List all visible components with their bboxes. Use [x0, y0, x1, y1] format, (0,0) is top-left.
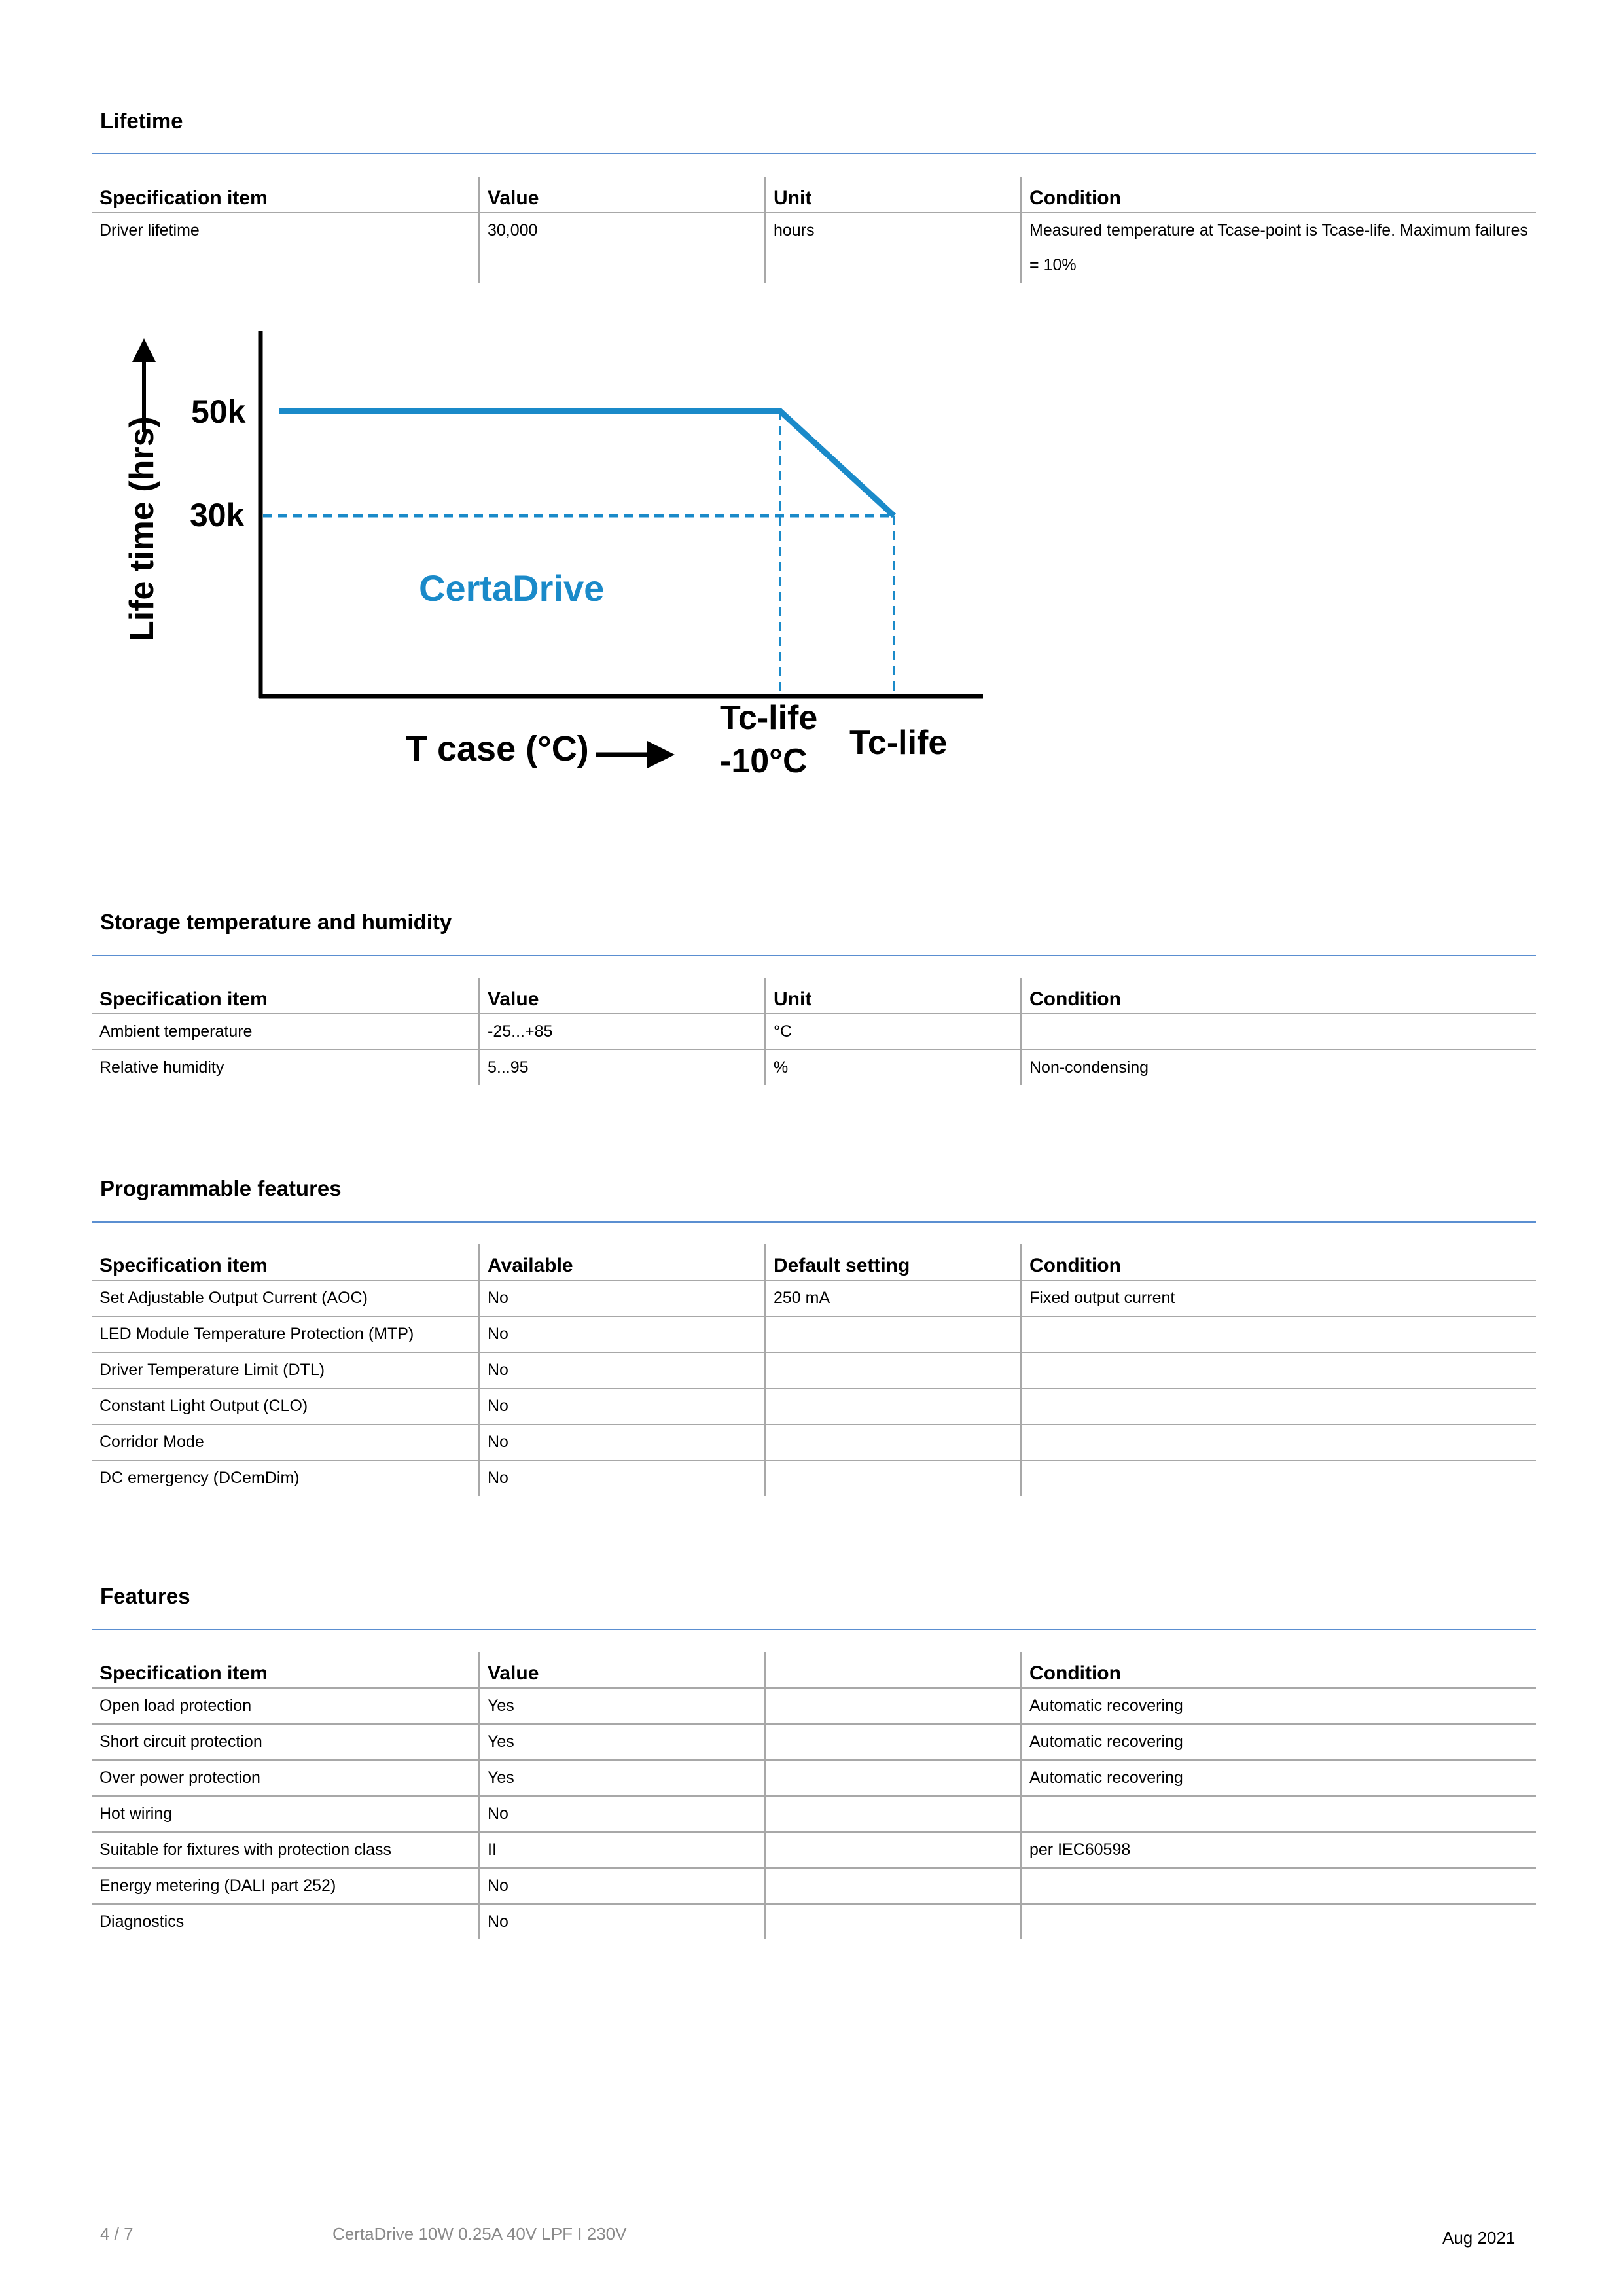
table-row	[92, 1796, 1536, 1832]
header-specification-item: Specification item	[92, 1652, 479, 1688]
table-row	[92, 1352, 1536, 1388]
cell-empty	[765, 1724, 1021, 1760]
cell-condition: Non-condensing	[1021, 1050, 1536, 1085]
y-tick-30k: 30k	[190, 497, 245, 533]
cell-condition	[1021, 1868, 1536, 1904]
cell-value: 30,000	[479, 213, 765, 283]
header-condition: Condition	[1021, 177, 1536, 213]
x-tick-tc-life: Tc-life	[849, 724, 948, 762]
cell-item: Open load protection	[92, 1688, 479, 1724]
lifetime-title: Lifetime	[100, 109, 183, 133]
cell-empty	[765, 1868, 1021, 1904]
cell-item: Driver Temperature Limit (DTL)	[92, 1352, 479, 1388]
table-row	[92, 1724, 1536, 1760]
cell-condition	[1021, 1424, 1536, 1460]
header-specification-item: Specification item	[92, 978, 479, 1014]
storage-table	[92, 978, 1536, 1085]
cell-condition: Automatic recovering	[1021, 1688, 1536, 1724]
cell-available: No	[479, 1352, 765, 1388]
cell-default	[765, 1460, 1021, 1496]
cell-default	[765, 1352, 1021, 1388]
cell-available: No	[479, 1460, 765, 1496]
table-row	[92, 1424, 1536, 1460]
lifetime-chart	[118, 321, 995, 805]
table-row	[92, 1316, 1536, 1352]
cell-item: Ambient temperature	[92, 1014, 479, 1050]
features-title: Features	[100, 1584, 190, 1608]
cell-value: II	[479, 1832, 765, 1868]
cell-value: Yes	[479, 1688, 765, 1724]
programmable-rule	[92, 1221, 1536, 1223]
cell-available: No	[479, 1316, 765, 1352]
cell-item: DC emergency (DCemDim)	[99, 1469, 300, 1487]
header-value: Value	[479, 177, 765, 213]
cell-item: Set Adjustable Output Current (AOC)	[92, 1280, 479, 1316]
table-row	[92, 1868, 1536, 1904]
series-line-lifetime	[279, 411, 894, 516]
cell-empty	[765, 1832, 1021, 1868]
storage-rule	[92, 955, 1536, 956]
storage-title: Storage temperature and humidity	[100, 910, 452, 934]
table-row	[92, 213, 1536, 283]
table-row	[92, 1388, 1536, 1424]
table-row	[92, 1050, 1536, 1085]
cell-condition: Automatic recovering	[1021, 1724, 1536, 1760]
cell-item: Energy metering (DALI part 252)	[92, 1868, 479, 1904]
cell-condition: Measured temperature at Tcase-point is Tcase-life. Maximum failures = 10%	[1021, 213, 1536, 283]
cell-value: No	[479, 1904, 765, 1939]
cell-available: No	[479, 1424, 765, 1460]
cell-condition	[1021, 1904, 1536, 1939]
cell-value: -25...+85	[479, 1014, 765, 1050]
cell-unit: hours	[765, 213, 1021, 283]
cell-unit: %	[765, 1050, 1021, 1085]
footer-date: Aug 2021	[1442, 2228, 1516, 2248]
table-row	[92, 1832, 1536, 1868]
cell-value: No	[479, 1868, 765, 1904]
cell-item: Over power protection	[92, 1760, 479, 1796]
cell-available: No	[479, 1280, 765, 1316]
table-row	[92, 1904, 1536, 1939]
header-available: Available	[479, 1244, 765, 1280]
features-table	[92, 1652, 1536, 1939]
cell-condition: Fixed output current	[1021, 1280, 1536, 1316]
cell-condition	[1021, 1352, 1536, 1388]
programmable-title: Programmable features	[100, 1176, 342, 1200]
cell-item: Constant Light Output (CLO)	[92, 1388, 479, 1424]
table-header-row	[92, 1244, 1536, 1280]
cell-item: Diagnostics	[99, 1912, 185, 1931]
header-unit: Unit	[765, 978, 1021, 1014]
table-row	[92, 1460, 1536, 1496]
cell-item: Short circuit protection	[92, 1724, 479, 1760]
cell-condition	[1021, 1460, 1536, 1496]
y-axis-label: Life time (hrs)	[123, 416, 161, 641]
header-default-setting: Default setting	[765, 1244, 1021, 1280]
cell-value: No	[479, 1796, 765, 1832]
lifetime-table	[92, 177, 1536, 283]
table-row	[92, 1280, 1536, 1316]
header-value: Value	[479, 978, 765, 1014]
cell-default: 250 mA	[765, 1280, 1021, 1316]
x-axis-label: T case (°C)	[406, 729, 589, 768]
table-row	[92, 1014, 1536, 1050]
cell-value: 5...95	[479, 1050, 765, 1085]
cell-default	[765, 1316, 1021, 1352]
table-header-row	[92, 978, 1536, 1014]
cell-item: Suitable for fixtures with protection class	[92, 1832, 479, 1868]
table-header-row	[92, 177, 1536, 213]
header-unit: Unit	[765, 177, 1021, 213]
cell-empty	[765, 1796, 1021, 1832]
x-tick-tc-life-minus-10: Tc-life -10°C	[720, 699, 818, 780]
cell-condition	[1021, 1796, 1536, 1832]
header-value: Value	[479, 1652, 765, 1688]
cell-empty	[765, 1688, 1021, 1724]
header-empty	[765, 1652, 1021, 1688]
cell-condition	[1021, 1014, 1536, 1050]
lifetime-rule	[92, 153, 1536, 154]
cell-condition	[1021, 1388, 1536, 1424]
cell-item: Relative humidity	[99, 1058, 224, 1077]
header-condition: Condition	[1021, 1652, 1536, 1688]
table-row	[92, 1688, 1536, 1724]
cell-default	[765, 1388, 1021, 1424]
header-condition: Condition	[1021, 1244, 1536, 1280]
chart-brand-label: CertaDrive	[419, 567, 605, 609]
cell-item: LED Module Temperature Protection (MTP)	[92, 1316, 479, 1352]
footer-page-number: 4 / 7	[100, 2224, 134, 2244]
cell-available: No	[479, 1388, 765, 1424]
cell-item: Driver lifetime	[99, 221, 200, 240]
cell-value: Yes	[479, 1724, 765, 1760]
cell-item: Hot wiring	[92, 1796, 479, 1832]
header-specification-item: Specification item	[92, 177, 479, 213]
features-rule	[92, 1629, 1536, 1630]
programmable-table	[92, 1244, 1536, 1496]
cell-item: Corridor Mode	[92, 1424, 479, 1460]
cell-condition: per IEC60598	[1021, 1832, 1536, 1868]
cell-empty	[765, 1904, 1021, 1939]
y-tick-50k: 50k	[191, 393, 246, 430]
table-header-row	[92, 1652, 1536, 1688]
header-condition: Condition	[1021, 978, 1536, 1014]
footer-product-name: CertaDrive 10W 0.25A 40V LPF I 230V	[332, 2224, 627, 2244]
cell-default	[765, 1424, 1021, 1460]
cell-condition	[1021, 1316, 1536, 1352]
header-specification-item: Specification item	[92, 1244, 479, 1280]
table-row	[92, 1760, 1536, 1796]
cell-empty	[765, 1760, 1021, 1796]
cell-condition: Automatic recovering	[1021, 1760, 1536, 1796]
cell-unit: °C	[765, 1014, 1021, 1050]
cell-value: Yes	[479, 1760, 765, 1796]
